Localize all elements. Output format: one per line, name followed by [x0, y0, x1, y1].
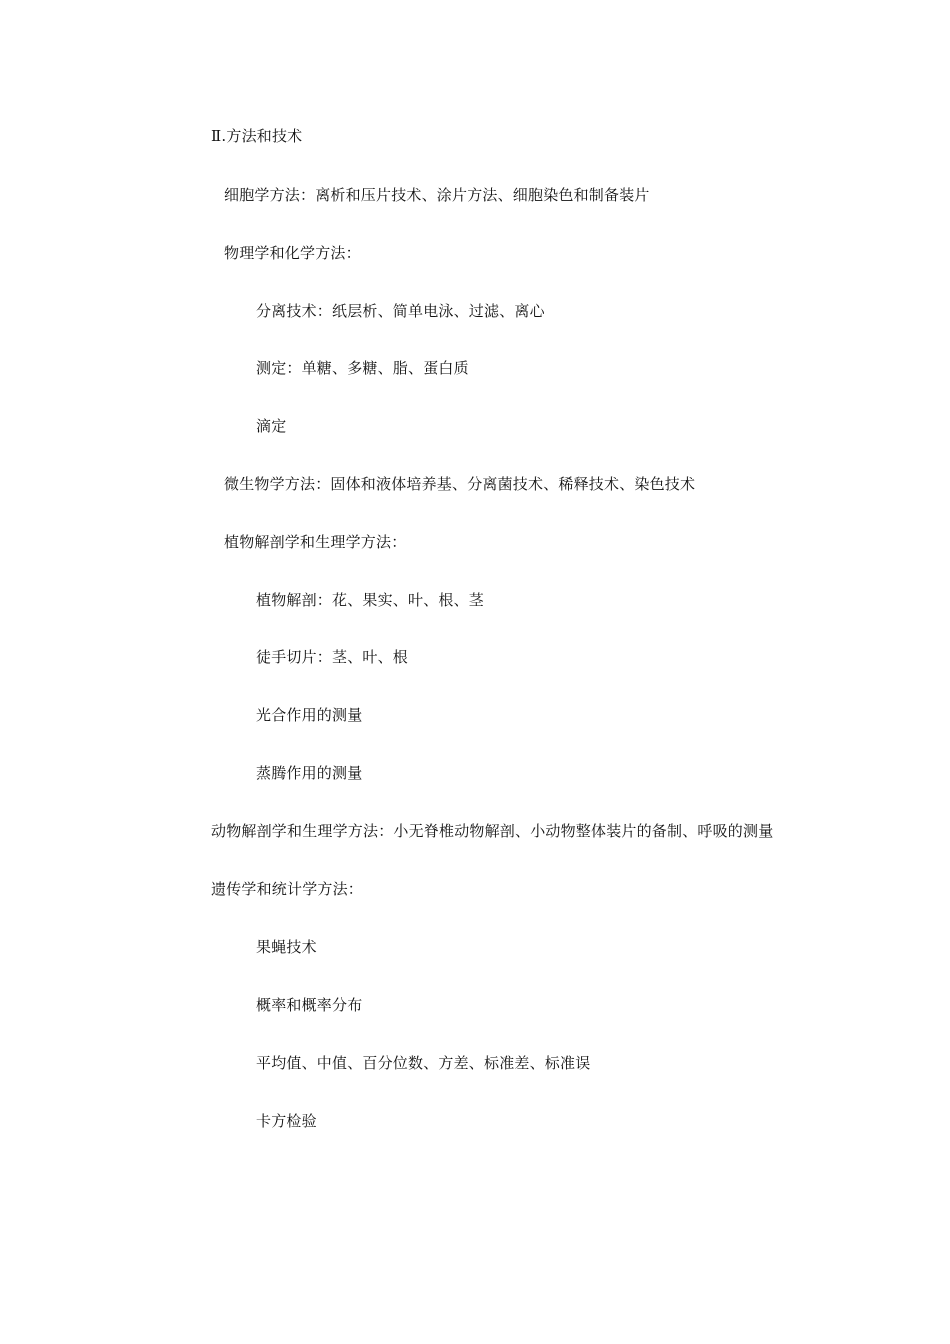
line-probability-distribution: 概率和概率分布: [256, 996, 363, 1014]
line-animal-anatomy-physiology: 动物解剖学和生理学方法：小无脊椎动物解剖、小动物整体装片的备制、呼吸的测量: [211, 822, 774, 840]
line-plant-dissection: 植物解剖：花、果实、叶、根、茎: [256, 591, 485, 609]
line-determination: 测定：单糖、多糖、脂、蛋白质: [256, 359, 469, 377]
line-drosophila-techniques: 果蝇技术: [256, 938, 317, 956]
line-photosynthesis-measurement: 光合作用的测量: [256, 706, 363, 724]
line-transpiration-measurement: 蒸腾作用的测量: [256, 764, 363, 782]
line-microbiology-methods: 微生物学方法：固体和液体培养基、分离菌技术、稀释技术、染色技术: [224, 475, 696, 493]
line-freehand-sectioning: 徒手切片：茎、叶、根: [256, 648, 409, 666]
line-descriptive-statistics: 平均值、中值、百分位数、方差、标准差、标准误: [256, 1054, 591, 1072]
line-physics-chemistry-methods: 物理学和化学方法：: [224, 244, 361, 262]
line-genetics-statistics: 遗传学和统计学方法：: [211, 880, 364, 898]
line-chi-square-test: 卡方检验: [256, 1112, 317, 1130]
line-titration: 滴定: [256, 417, 287, 435]
line-separation-techniques: 分离技术：纸层析、简单电泳、过滤、离心: [256, 302, 545, 320]
line-plant-anatomy-physiology: 植物解剖学和生理学方法：: [224, 533, 407, 551]
line-cytology-methods: 细胞学方法：离析和压片技术、涂片方法、细胞染色和制备装片: [224, 186, 650, 204]
section-heading: Ⅱ.方法和技术: [211, 127, 303, 145]
